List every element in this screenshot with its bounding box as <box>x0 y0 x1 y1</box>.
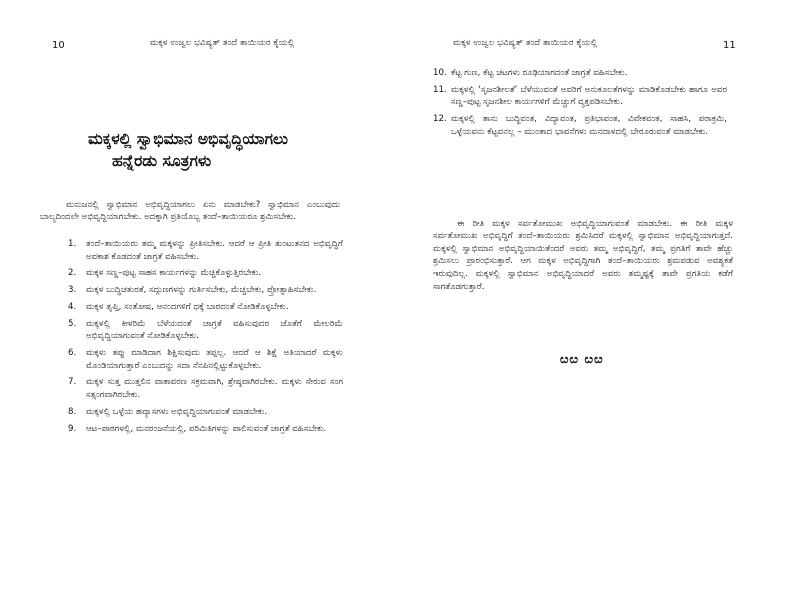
section-end-ornament: ೞೞ ೞೞ <box>560 352 604 367</box>
item-text: ಮಕ್ಕಳ ತೃಪ್ತಿ, ಸಂತೋಷ, ಆನಂದಗಳಿಗೆ ಧಕ್ಕೆ ಬಾರದಂತೆ ನೋಡಿಕೊಳ್ಳಬೇಕು. <box>86 301 289 312</box>
list-item <box>68 284 343 297</box>
list-item <box>68 406 343 419</box>
item-text: ಮಕ್ಕಳಲ್ಲಿ ತಾನು ಬುದ್ಧಿವಂತ, ವಿದ್ಯಾವಂತ, ಪ್ರತಿಭಾವಂತ, ವಿವೇಕವಂತ, ಸಾಹಸಿ, ಪರಾಕ್ರಮಿ, ಒಳ್ಳೆಯವನು ಕೆಟ್ಟವನಲ್ಲ – ಮುಂತಾದ ಭಾವನೆಗಳು ಮನದಾಳದಲ್ಲಿ ಬೇರೂರುವಂತೆ ಮಾಡಬೇಕು. <box>451 114 727 137</box>
chapter-title-line-2: ಹನ್ನೆರಡು ಸೂತ್ರಗಳು <box>112 152 212 170</box>
item-text: ಮಕ್ಕಳಲ್ಲಿ ಒಳ್ಳೆಯ ಹವ್ಯಾಸಗಳು ಅಭಿವೃದ್ಧಿಯಾಗುವಂತೆ ಮಾಡಬೇಕು. <box>86 406 268 417</box>
item-text: ಮಕ್ಕಳು ತಪ್ಪು ಮಾಡಿದಾಗ ಶಿಕ್ಷಿಸುವುದು ತಪ್ಪಲ್ಲ. ಆದರೆ ಆ ಶಿಕ್ಷೆ ಅತಿಯಾದರೆ ಮಕ್ಕಳು ಮೊಂಡಿಯಾಗುತ್ತಾರೆ ಎಂಬುದನ್ನು ಸದಾ ನೆನಪಿನಲ್ಲಿಟ್ಟುಕೊಳ್ಳಬೇಕು. <box>86 348 343 371</box>
item-text: ಮಕ್ಕಳ ಸುತ್ತ ಮುತ್ತಲಿನ ವಾತಾವರಣ ಸಕ್ರಮವಾಗಿ, ಶ್ರೇಷ್ಠವಾಗಿರಬೇಕು. ಮಕ್ಕಳು ಸೇರುವ ಸಂಗ ಸತ್ಸಂಗವಾಗಿರಬೇಕು. <box>86 377 343 401</box>
list-item <box>68 238 343 263</box>
item-text: ಆಟ–ಪಾಠಗಳಲ್ಲಿ, ಮನರಂಜನೆಯಲ್ಲಿ, ಪರಿಮಿತಿಗಳನ್ನು ಪಾಲಿಸುವಂತೆ ಜಾಗ್ರತೆ ವಹಿಸಬೇಕು. <box>86 423 327 434</box>
list-item <box>433 84 727 109</box>
closing-paragraph: ಈ ರೀತಿ ಮಕ್ಕಳ ಸರ್ವತೋಮುಖ ಅಭಿವೃದ್ಧಿಯಾಗುವಂತೆ ಮಾಡಬೇಕು. ಈ ರೀತಿ ಮಕ್ಕಳ ಸರ್ವತೋಮುಖ ಅಭಿವೃದ್ಧಿಗೆ ತಂದೆ–ತಾಯಿಯರು ಶ್ರಮಿಸಿದರೆ ಮಕ್ಕಳಲ್ಲಿ ಸ್ವಾಭಿಮಾನ ಅಭಿವೃದ್ಧಿಯಾಗುತ್ತದೆ. ಮಕ್ಕಳಲ್ಲಿ ಸ್ವಾಭಿಮಾನ ಅಭಿವೃದ್ಧಿಯಾಯಿತೆಂದರೆ ಅವರು ತಮ್ಮ ಅಭಿವೃದ್ಧಿಗೆ, ತಮ್ಮ ಪ್ರಗತಿಗೆ ತಾವೇ ಹೆಚ್ಚು ಶ್ರಮಿಸಲು ಪ್ರಾರಂಭಿಸುತ್ತಾರೆ. ಆಗ ಮಕ್ಕಳ ಅಭಿವೃದ್ಧಿಗಾಗಿ ತಂದೆ–ತಾಯಿಯರು ಶ್ರಮಪಡುವ ಅವಶ್ಯಕತೆ ಇರುವುದಿಲ್ಲ. ಮಕ್ಕಳಲ್ಲಿ ಸ್ವಾಭಿಮಾನ ಅಭಿವೃದ್ಧಿಯಾದರೆ ಅವರು ತಮ್ಮಷ್ಟಕ್ಕೆ ತಾವೇ ಪ್ರಗತಿಯ ಕಡೆಗೆ ಸಾಗತೊಡಗುತ್ತಾರೆ. <box>433 218 733 292</box>
list-item <box>68 347 343 372</box>
list-item <box>68 318 343 343</box>
list-item <box>68 301 343 314</box>
item-number: 5. <box>68 318 77 329</box>
running-header: ಮಕ್ಕಳ ಉಜ್ವಲ ಭವಿಷ್ಯತ್ ತಂದೆ ತಾಯಿಯರ ಕೈಯಲ್ಲಿ <box>453 38 598 48</box>
item-number: 6. <box>68 348 77 359</box>
item-text: ತಂದೆ–ತಾಯಿಯರು ತಮ್ಮ ಮಕ್ಕಳನ್ನು ಪ್ರೀತಿಸಬೇಕು. ಆದರೆ ಆ ಪ್ರೀತಿ ತುಂಟುತನದ ಅಭಿವೃದ್ಧಿಗೆ ಅವಕಾಶ ಕೊಡದಂತೆ ಜಾಗ್ರತೆ ವಹಿಸಬೇಕು. <box>86 239 343 262</box>
item-number: 12. <box>433 114 447 125</box>
right-page <box>395 0 789 600</box>
item-number: 8. <box>68 406 77 417</box>
running-header: ಮಕ್ಕಳ ಉಜ್ವಲ ಭವಿಷ್ಯತ್ ತಂದೆ ತಾಯಿಯರ ಕೈಯಲ್ಲಿ <box>150 38 295 48</box>
item-number: 4. <box>68 301 77 312</box>
list-item <box>433 67 727 80</box>
chapter-title-line-1: ಮಕ್ಕಳಲ್ಲಿ ಸ್ವಾಭಿಮಾನ ಅಭಿವೃದ್ಧಿಯಾಗಲು <box>88 130 288 148</box>
page-number: 10 <box>52 40 65 51</box>
page-number: 11 <box>723 40 736 51</box>
item-number: 1. <box>68 239 77 249</box>
item-number: 10. <box>433 68 447 78</box>
intro-paragraph: ಮನುಜನಲ್ಲಿ ಸ್ವಾಭಿಮಾನ ಅಭಿವೃದ್ಧಿಯಾಗಲು ಏನು ಮಾಡಬೇಕು? ಸ್ವಾಭಿಮಾನ ಎಂಬುವುದು ಬಾಲ್ಯದಿಂದಲೇ ಅಭಿವೃದ್ಧಿಯಾಗಬೇಕು. ಅದಕ್ಕಾಗಿ ಪ್ರತಿಯೊಬ್ಬ ತಂದೆ–ತಾಯಿಯರೂ ಶ್ರಮಿಸಬೇಕು. <box>40 199 340 223</box>
item-text: ಮಕ್ಕಳಲ್ಲಿ ಕೀಳರಿಮೆ ಬೆಳೆಯದಂತೆ ಜಾಗ್ರತೆ ವಹಿಸುವುದರ ಜೊತೆಗೆ ಮೇಲರಿಮೆ ಅಭಿವೃದ್ಧಿಯಾಗುವಂತೆ ನೋಡಿಕೊಳ್ಳಬೇಕು. <box>86 318 343 342</box>
numbered-list <box>433 67 727 143</box>
item-number: 7. <box>68 377 77 388</box>
item-number: 9. <box>68 423 77 434</box>
list-item <box>433 113 727 138</box>
list-item <box>68 267 343 280</box>
item-text: ಮಕ್ಕಳ ಬುದ್ಧಿಚತುರತೆ, ಸದ್ಗುಣಗಳನ್ನು ಗುರ್ತಿಸಬೇಕು, ಮೆಚ್ಚಬೇಕು, ಪ್ರೋತ್ಸಾಹಿಸಬೇಕು. <box>86 285 317 296</box>
list-item <box>68 423 343 436</box>
item-text: ಮಕ್ಕಳ ಸಣ್ಣ–ಪುಟ್ಟ ಸಾಹಸ ಕಾರ್ಯಗಳನ್ನು ಮೆಚ್ಚಿಕೊಳ್ಳುತ್ತಿರಬೇಕು. <box>86 268 262 279</box>
item-number: 11. <box>433 84 447 95</box>
numbered-list <box>68 238 343 439</box>
item-text: ಮಕ್ಕಳಲ್ಲಿ ‘ಸೃಜನಶೀಲತೆ’ ಬೆಳೆಯುವಂತೆ ಅವರಿಗೆ ಅನುಕೂಲತೆಗಳನ್ನು ಮಾಡಿಕೊಡಬೇಕು ಹಾಗೂ ಅವರ ಸಣ್ಣ–ಪುಟ್ಟ ಸೃಜನಶೀಲ ಕಾರ್ಯಗಳಿಗೆ ಮೆಚ್ಚುಗೆ ವ್ಯಕ್ತಪಡಿಸಬೇಕು. <box>451 84 727 108</box>
list-item <box>68 376 343 401</box>
item-text: ಕೆಟ್ಟ ಗುಣ, ಕೆಟ್ಟ ಚಟಗಳು ರೂಢಿಯಾಗದಂತೆ ಜಾಗ್ರತೆ ವಹಿಸಬೇಕು. <box>451 68 628 78</box>
item-number: 3. <box>68 285 77 296</box>
item-number: 2. <box>68 268 77 279</box>
